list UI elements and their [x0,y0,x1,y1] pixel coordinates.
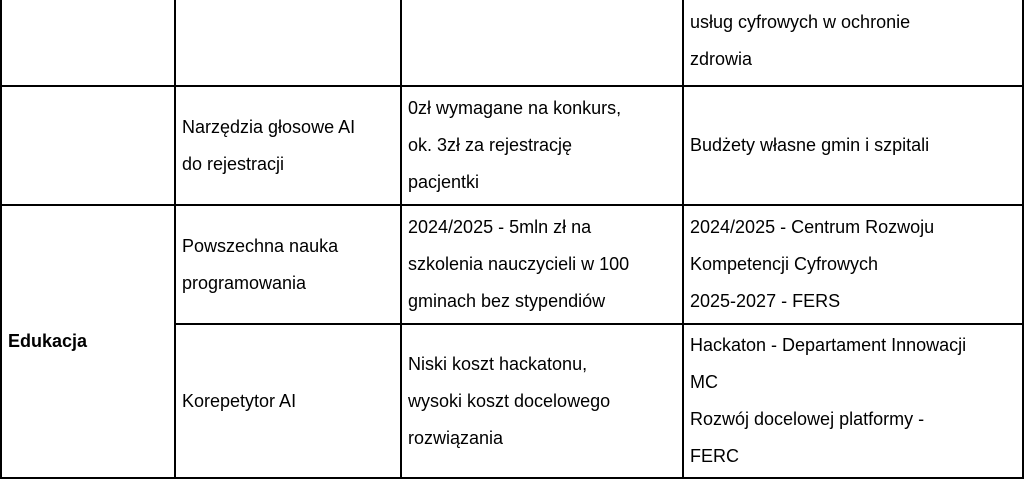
cost-cell [401,205,683,324]
item-cell [175,86,401,205]
cost-cell [401,86,683,205]
source-line: Budżety własne gmin i szpitali [690,135,930,155]
cost-line: Niski koszt hackatonu, [408,353,588,374]
item-line: Powszechna nauka [182,235,339,256]
source-line: zdrowia [690,49,753,69]
table-row [1,205,1023,324]
cost-line: wysoki koszt docelowego [408,390,611,411]
category-cell-empty [1,86,175,205]
source-line: 2025-2027 - FERS [690,291,841,311]
source-line: usług cyfrowych w ochronie [690,12,911,32]
cost-line: gminach bez stypendiów [408,291,606,311]
source-line: Hackaton - Departament Innowacji [690,335,967,355]
item-line: Narzędzia głosowe AI [182,116,356,137]
source-cell [683,86,1023,205]
cost-line: szkolenia nauczycieli w 100 [408,254,630,274]
table-row [1,0,1023,86]
source-cell [683,0,1023,86]
category-cell-edukacja: Edukacja [1,205,175,478]
cost-line: 0zł wymagane na konkurs, [408,98,622,118]
source-cell [683,324,1023,478]
cost-line: rozwiązania [408,427,504,448]
item-cell [175,205,401,324]
source-line: FERC [690,446,739,466]
source-line: Kompetencji Cyfrowych [690,254,879,274]
table-row [1,86,1023,205]
cost-cell-empty [401,0,683,86]
item-cell [175,324,401,478]
item-line: Korepetytor AI [182,390,297,411]
category-cell-empty [1,0,175,86]
item-line: do rejestracji [182,153,285,174]
cost-line: 2024/2025 - 5mln zł na [408,217,592,237]
source-line: 2024/2025 - Centrum Rozwoju [690,217,935,237]
source-line: Rozwój docelowej platformy - [690,409,925,429]
item-cell-empty [175,0,401,86]
cost-line: ok. 3zł za rejestrację [408,135,573,155]
cost-line: pacjentki [408,172,480,192]
source-cell [683,205,1023,324]
cost-cell [401,324,683,478]
item-line: programowania [182,272,307,293]
source-line: MC [690,372,718,392]
